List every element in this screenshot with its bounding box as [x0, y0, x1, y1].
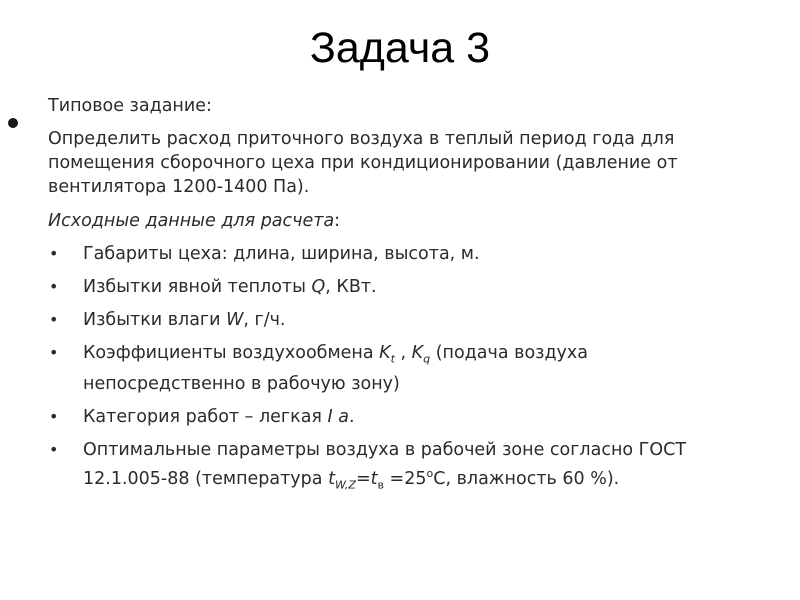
- list-item-coefficients: [48, 341, 748, 396]
- coef-kq: K: [411, 343, 424, 363]
- slide-body: [48, 94, 748, 506]
- bullet-icon: •: [49, 406, 59, 426]
- list-item-heat: [48, 275, 748, 299]
- source-data-label: Исходные данные для расчета: [48, 211, 335, 231]
- coef-separator: ,: [394, 343, 412, 363]
- bullet-icon: •: [49, 244, 59, 263]
- task-text: Определить расход приточного воздуха в теплый период года для помещения сборочного цеха при кондиционировании (давление от вентилятора 1200-1400 Па).: [48, 129, 678, 197]
- coef-kt: K: [379, 343, 391, 363]
- source-data-colon: :: [334, 211, 341, 231]
- item-text-suffix: .: [348, 406, 355, 427]
- list-item-moisture: [48, 308, 748, 332]
- coef-kt-subscript: t: [390, 352, 395, 366]
- bullet-icon: •: [49, 277, 59, 296]
- heat-variable: Q: [311, 277, 326, 297]
- item-text: Коэффициенты воздухообмена: [83, 343, 380, 363]
- bullet-icon: •: [49, 439, 59, 459]
- list-item-dimensions: [48, 242, 748, 266]
- source-data-list: [48, 242, 748, 497]
- item-text-suffix: С, влажность 60 %).: [433, 468, 620, 489]
- item-text: Избытки влаги: [83, 310, 227, 330]
- item-text-suffix: , г/ч.: [243, 310, 286, 330]
- moisture-variable: W: [226, 310, 244, 330]
- item-text: Категория работ – легкая: [83, 406, 328, 427]
- temp-value: =25: [383, 468, 427, 489]
- work-category-value: I a: [327, 406, 349, 427]
- coef-kq-subscript: q: [423, 352, 431, 366]
- temp-v-subscript: в: [377, 477, 384, 491]
- bullet-icon: •: [49, 310, 59, 329]
- equals-sign: =: [355, 468, 371, 489]
- item-text: Избытки явной теплоты: [83, 277, 312, 297]
- slide-title: Задача 3: [309, 24, 491, 72]
- item-text: Габариты цеха: длина, ширина, высота, м.: [83, 244, 480, 264]
- bullet-icon: •: [49, 343, 59, 362]
- source-data-heading: [48, 209, 748, 233]
- stray-bullet-dot: [8, 118, 18, 128]
- list-item-optimal-parameters: [48, 438, 748, 497]
- intro-label: Типовое задание:: [48, 96, 212, 116]
- item-text-suffix: (подача воздуха непосредственно в рабочую зону): [83, 343, 588, 394]
- item-text-suffix: , КВт.: [325, 277, 377, 297]
- item-text: Оптимальные параметры воздуха в рабочей зоне согласно ГОСТ 12.1.005-88 (температура: [83, 439, 687, 489]
- temp-wz: t: [328, 468, 335, 489]
- list-item-work-category: [48, 405, 748, 429]
- temp-v: t: [370, 468, 378, 489]
- temp-wz-subscript: W,Z: [334, 477, 356, 491]
- degree-mark: о: [426, 466, 434, 480]
